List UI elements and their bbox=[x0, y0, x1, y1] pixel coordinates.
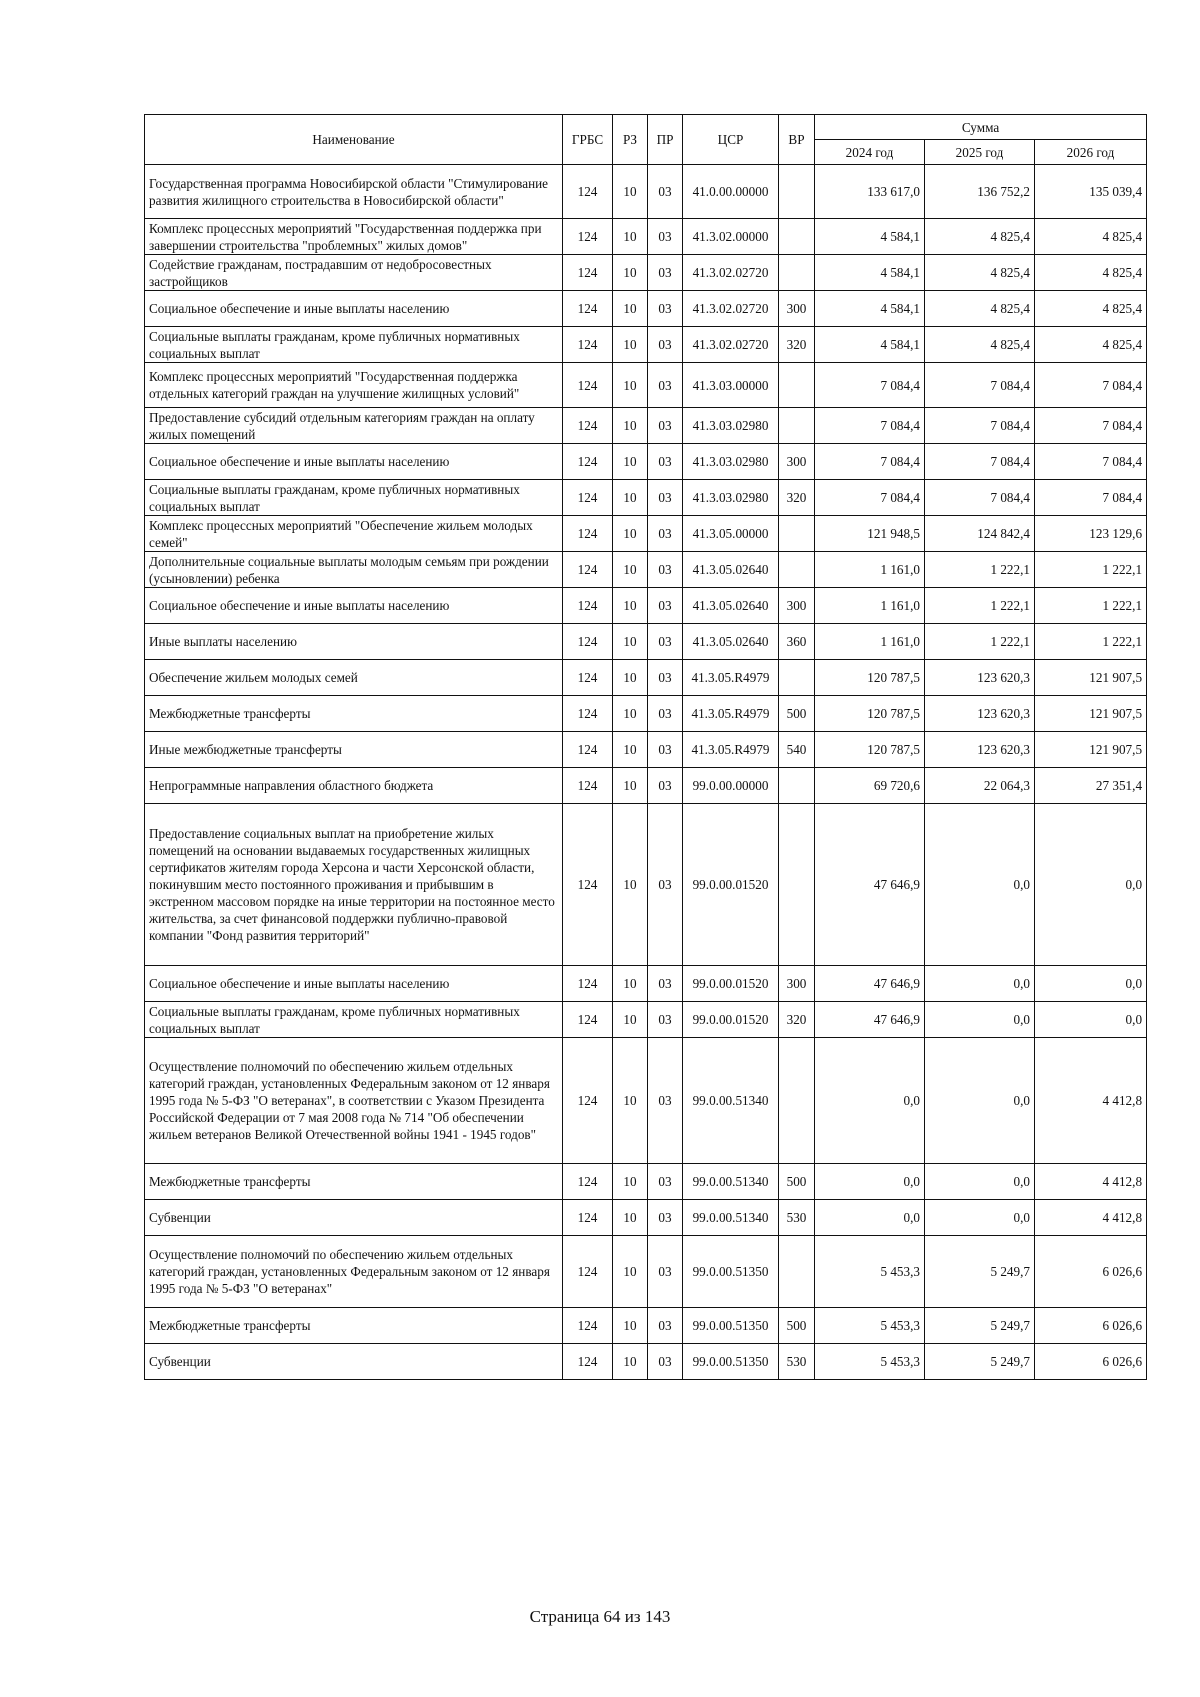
row-name: Осуществление полномочий по обеспечению жильем отдельных категорий граждан, установленных Федеральным законом от 12 января 1995 года № 5-ФЗ "О ветеранах" bbox=[145, 1236, 563, 1308]
row-sum-2024: 4 584,1 bbox=[815, 219, 925, 255]
row-pr: 03 bbox=[648, 552, 683, 588]
row-sum-2026: 121 907,5 bbox=[1035, 660, 1147, 696]
row-vr bbox=[779, 1038, 815, 1164]
row-grbs: 124 bbox=[563, 165, 613, 219]
row-rz: 10 bbox=[613, 408, 648, 444]
row-sum-2024: 47 646,9 bbox=[815, 1002, 925, 1038]
row-csr: 41.3.05.R4979 bbox=[683, 660, 779, 696]
row-csr: 41.3.05.00000 bbox=[683, 516, 779, 552]
row-name: Иные межбюджетные трансферты bbox=[145, 732, 563, 768]
table-row bbox=[145, 660, 1147, 696]
header-name: Наименование bbox=[145, 115, 563, 165]
header-year-2025: 2025 год bbox=[925, 140, 1035, 165]
row-pr: 03 bbox=[648, 255, 683, 291]
row-name: Дополнительные социальные выплаты молодым семьям при рождении (усыновлении) ребенка bbox=[145, 552, 563, 588]
row-csr: 41.3.05.R4979 bbox=[683, 696, 779, 732]
row-pr: 03 bbox=[648, 327, 683, 363]
row-grbs: 124 bbox=[563, 516, 613, 552]
row-sum-2025: 7 084,4 bbox=[925, 480, 1035, 516]
row-rz: 10 bbox=[613, 1002, 648, 1038]
row-rz: 10 bbox=[613, 588, 648, 624]
row-csr: 41.3.05.02640 bbox=[683, 552, 779, 588]
row-grbs: 124 bbox=[563, 624, 613, 660]
row-sum-2024: 120 787,5 bbox=[815, 696, 925, 732]
row-sum-2026: 0,0 bbox=[1035, 804, 1147, 966]
row-vr: 500 bbox=[779, 1308, 815, 1344]
row-name: Социальные выплаты гражданам, кроме публичных нормативных социальных выплат bbox=[145, 1002, 563, 1038]
row-csr: 41.3.05.R4979 bbox=[683, 732, 779, 768]
header-vr: ВР bbox=[779, 115, 815, 165]
row-rz: 10 bbox=[613, 660, 648, 696]
row-vr: 360 bbox=[779, 624, 815, 660]
row-vr: 530 bbox=[779, 1200, 815, 1236]
row-sum-2025: 136 752,2 bbox=[925, 165, 1035, 219]
row-name: Комплекс процессных мероприятий "Государственная поддержка отдельных категорий граждан на улучшение жилищных условий" bbox=[145, 363, 563, 408]
row-sum-2024: 0,0 bbox=[815, 1200, 925, 1236]
row-sum-2026: 4 825,4 bbox=[1035, 327, 1147, 363]
row-sum-2026: 1 222,1 bbox=[1035, 588, 1147, 624]
row-pr: 03 bbox=[648, 444, 683, 480]
row-pr: 03 bbox=[648, 1200, 683, 1236]
row-name: Комплекс процессных мероприятий "Государственная поддержка при завершении строительства "проблемных" жилых домов" bbox=[145, 219, 563, 255]
row-sum-2025: 123 620,3 bbox=[925, 696, 1035, 732]
header-year-2024: 2024 год bbox=[815, 140, 925, 165]
table-row bbox=[145, 588, 1147, 624]
row-rz: 10 bbox=[613, 732, 648, 768]
row-sum-2025: 0,0 bbox=[925, 804, 1035, 966]
row-name: Осуществление полномочий по обеспечению жильем отдельных категорий граждан, установленных Федеральным законом от 12 января 1995 года № 5-ФЗ "О ветеранах", в соответствии с Указом Президента Российской Федерации от 7 мая 2008 года № 714 "Об обеспечении жильем ветеранов Великой Отечественной войны 1941 - 1945 годов" bbox=[145, 1038, 563, 1164]
row-rz: 10 bbox=[613, 1038, 648, 1164]
row-sum-2026: 123 129,6 bbox=[1035, 516, 1147, 552]
row-sum-2025: 5 249,7 bbox=[925, 1236, 1035, 1308]
row-pr: 03 bbox=[648, 732, 683, 768]
row-pr: 03 bbox=[648, 1038, 683, 1164]
table-row bbox=[145, 732, 1147, 768]
table-row bbox=[145, 1038, 1147, 1164]
row-csr: 41.3.03.02980 bbox=[683, 480, 779, 516]
row-sum-2026: 7 084,4 bbox=[1035, 480, 1147, 516]
row-pr: 03 bbox=[648, 516, 683, 552]
row-grbs: 124 bbox=[563, 363, 613, 408]
table-row bbox=[145, 696, 1147, 732]
row-sum-2026: 4 825,4 bbox=[1035, 291, 1147, 327]
budget-table bbox=[144, 114, 1147, 1380]
row-csr: 99.0.00.51340 bbox=[683, 1200, 779, 1236]
row-vr: 540 bbox=[779, 732, 815, 768]
row-csr: 41.3.03.00000 bbox=[683, 363, 779, 408]
table-row bbox=[145, 966, 1147, 1002]
row-rz: 10 bbox=[613, 165, 648, 219]
row-pr: 03 bbox=[648, 291, 683, 327]
row-vr: 300 bbox=[779, 588, 815, 624]
row-sum-2024: 0,0 bbox=[815, 1038, 925, 1164]
row-vr: 300 bbox=[779, 966, 815, 1002]
header-sum: Сумма bbox=[815, 115, 1147, 140]
row-sum-2024: 121 948,5 bbox=[815, 516, 925, 552]
row-sum-2024: 4 584,1 bbox=[815, 291, 925, 327]
row-csr: 41.3.03.02980 bbox=[683, 408, 779, 444]
row-vr bbox=[779, 768, 815, 804]
row-vr bbox=[779, 516, 815, 552]
row-grbs: 124 bbox=[563, 219, 613, 255]
row-grbs: 124 bbox=[563, 327, 613, 363]
row-grbs: 124 bbox=[563, 1002, 613, 1038]
row-csr: 41.3.02.02720 bbox=[683, 291, 779, 327]
row-rz: 10 bbox=[613, 1344, 648, 1380]
row-pr: 03 bbox=[648, 804, 683, 966]
row-grbs: 124 bbox=[563, 1038, 613, 1164]
row-rz: 10 bbox=[613, 327, 648, 363]
table-row bbox=[145, 255, 1147, 291]
row-rz: 10 bbox=[613, 480, 648, 516]
row-pr: 03 bbox=[648, 624, 683, 660]
row-name: Межбюджетные трансферты bbox=[145, 696, 563, 732]
row-rz: 10 bbox=[613, 291, 648, 327]
row-vr: 300 bbox=[779, 291, 815, 327]
table-row bbox=[145, 327, 1147, 363]
row-csr: 99.0.00.51340 bbox=[683, 1038, 779, 1164]
row-sum-2025: 0,0 bbox=[925, 1038, 1035, 1164]
row-vr bbox=[779, 804, 815, 966]
row-sum-2025: 4 825,4 bbox=[925, 255, 1035, 291]
row-name: Предоставление социальных выплат на приобретение жилых помещений на основании выдаваемых государственных жилищных сертификатов жителям города Херсона и части Херсонской области, покинувшим место постоянного проживания и прибывшим в экстренном массовом порядке на иные территории на постоянное место жительства, за счет финансовой поддержки публично-правовой компании "Фонд развития территорий" bbox=[145, 804, 563, 966]
row-csr: 99.0.00.01520 bbox=[683, 966, 779, 1002]
row-sum-2025: 7 084,4 bbox=[925, 444, 1035, 480]
row-rz: 10 bbox=[613, 516, 648, 552]
row-name: Социальное обеспечение и иные выплаты населению bbox=[145, 291, 563, 327]
row-sum-2025: 4 825,4 bbox=[925, 219, 1035, 255]
row-sum-2025: 4 825,4 bbox=[925, 291, 1035, 327]
row-grbs: 124 bbox=[563, 1308, 613, 1344]
row-name: Содействие гражданам, пострадавшим от недобросовестных застройщиков bbox=[145, 255, 563, 291]
row-sum-2026: 121 907,5 bbox=[1035, 732, 1147, 768]
row-sum-2024: 4 584,1 bbox=[815, 327, 925, 363]
row-pr: 03 bbox=[648, 480, 683, 516]
row-csr: 99.0.00.51350 bbox=[683, 1344, 779, 1380]
row-sum-2026: 135 039,4 bbox=[1035, 165, 1147, 219]
row-rz: 10 bbox=[613, 768, 648, 804]
row-vr: 320 bbox=[779, 1002, 815, 1038]
row-csr: 99.0.00.00000 bbox=[683, 768, 779, 804]
row-sum-2025: 0,0 bbox=[925, 1200, 1035, 1236]
row-csr: 41.0.00.00000 bbox=[683, 165, 779, 219]
table-row bbox=[145, 1236, 1147, 1308]
row-sum-2024: 1 161,0 bbox=[815, 588, 925, 624]
row-sum-2026: 6 026,6 bbox=[1035, 1344, 1147, 1380]
row-grbs: 124 bbox=[563, 696, 613, 732]
row-sum-2026: 7 084,4 bbox=[1035, 444, 1147, 480]
row-name: Предоставление субсидий отдельным категориям граждан на оплату жилых помещений bbox=[145, 408, 563, 444]
row-sum-2026: 6 026,6 bbox=[1035, 1236, 1147, 1308]
row-sum-2026: 0,0 bbox=[1035, 966, 1147, 1002]
table-row bbox=[145, 552, 1147, 588]
row-sum-2024: 5 453,3 bbox=[815, 1344, 925, 1380]
row-sum-2026: 1 222,1 bbox=[1035, 624, 1147, 660]
row-sum-2025: 123 620,3 bbox=[925, 660, 1035, 696]
row-name: Межбюджетные трансферты bbox=[145, 1308, 563, 1344]
table-row bbox=[145, 1164, 1147, 1200]
row-rz: 10 bbox=[613, 255, 648, 291]
row-sum-2026: 121 907,5 bbox=[1035, 696, 1147, 732]
row-csr: 99.0.00.51350 bbox=[683, 1308, 779, 1344]
row-name: Субвенции bbox=[145, 1344, 563, 1380]
header-pr: ПР bbox=[648, 115, 683, 165]
row-rz: 10 bbox=[613, 696, 648, 732]
table-row bbox=[145, 1308, 1147, 1344]
table-row bbox=[145, 516, 1147, 552]
row-rz: 10 bbox=[613, 1308, 648, 1344]
row-pr: 03 bbox=[648, 1164, 683, 1200]
table-body bbox=[145, 165, 1147, 1380]
row-rz: 10 bbox=[613, 219, 648, 255]
table-row bbox=[145, 219, 1147, 255]
row-csr: 99.0.00.01520 bbox=[683, 804, 779, 966]
row-pr: 03 bbox=[648, 1344, 683, 1380]
row-pr: 03 bbox=[648, 768, 683, 804]
row-sum-2024: 7 084,4 bbox=[815, 408, 925, 444]
row-sum-2025: 124 842,4 bbox=[925, 516, 1035, 552]
row-sum-2026: 1 222,1 bbox=[1035, 552, 1147, 588]
row-sum-2024: 7 084,4 bbox=[815, 363, 925, 408]
table-row bbox=[145, 480, 1147, 516]
row-csr: 41.3.05.02640 bbox=[683, 624, 779, 660]
row-pr: 03 bbox=[648, 696, 683, 732]
row-name: Субвенции bbox=[145, 1200, 563, 1236]
header-grbs: ГРБС bbox=[563, 115, 613, 165]
table-row bbox=[145, 624, 1147, 660]
row-sum-2025: 22 064,3 bbox=[925, 768, 1035, 804]
row-sum-2025: 5 249,7 bbox=[925, 1308, 1035, 1344]
row-rz: 10 bbox=[613, 1200, 648, 1236]
row-grbs: 124 bbox=[563, 291, 613, 327]
row-vr: 500 bbox=[779, 696, 815, 732]
row-rz: 10 bbox=[613, 363, 648, 408]
row-vr bbox=[779, 363, 815, 408]
row-sum-2024: 47 646,9 bbox=[815, 804, 925, 966]
row-rz: 10 bbox=[613, 1236, 648, 1308]
row-sum-2024: 47 646,9 bbox=[815, 966, 925, 1002]
row-grbs: 124 bbox=[563, 966, 613, 1002]
row-sum-2025: 1 222,1 bbox=[925, 552, 1035, 588]
row-grbs: 124 bbox=[563, 588, 613, 624]
row-csr: 99.0.00.51350 bbox=[683, 1236, 779, 1308]
row-sum-2024: 1 161,0 bbox=[815, 552, 925, 588]
table-row bbox=[145, 408, 1147, 444]
row-vr bbox=[779, 219, 815, 255]
row-name: Непрограммные направления областного бюджета bbox=[145, 768, 563, 804]
row-csr: 41.3.02.02720 bbox=[683, 255, 779, 291]
row-csr: 41.3.03.02980 bbox=[683, 444, 779, 480]
row-vr: 300 bbox=[779, 444, 815, 480]
row-vr bbox=[779, 408, 815, 444]
row-sum-2024: 120 787,5 bbox=[815, 660, 925, 696]
row-vr bbox=[779, 255, 815, 291]
row-csr: 99.0.00.01520 bbox=[683, 1002, 779, 1038]
header-rz: РЗ bbox=[613, 115, 648, 165]
table-row bbox=[145, 804, 1147, 966]
row-pr: 03 bbox=[648, 660, 683, 696]
row-grbs: 124 bbox=[563, 444, 613, 480]
row-grbs: 124 bbox=[563, 255, 613, 291]
row-pr: 03 bbox=[648, 363, 683, 408]
row-csr: 99.0.00.51340 bbox=[683, 1164, 779, 1200]
row-name: Иные выплаты населению bbox=[145, 624, 563, 660]
row-grbs: 124 bbox=[563, 552, 613, 588]
row-grbs: 124 bbox=[563, 768, 613, 804]
row-grbs: 124 bbox=[563, 804, 613, 966]
page-number: Страница 64 из 143 bbox=[529, 1607, 671, 1626]
row-sum-2024: 1 161,0 bbox=[815, 624, 925, 660]
row-pr: 03 bbox=[648, 1308, 683, 1344]
row-pr: 03 bbox=[648, 408, 683, 444]
row-name: Государственная программа Новосибирской области "Стимулирование развития жилищного строительства в Новосибирской области" bbox=[145, 165, 563, 219]
row-sum-2026: 6 026,6 bbox=[1035, 1308, 1147, 1344]
row-sum-2024: 133 617,0 bbox=[815, 165, 925, 219]
table-row bbox=[145, 1200, 1147, 1236]
row-grbs: 124 bbox=[563, 480, 613, 516]
row-sum-2026: 4 412,8 bbox=[1035, 1038, 1147, 1164]
row-grbs: 124 bbox=[563, 732, 613, 768]
row-sum-2024: 7 084,4 bbox=[815, 480, 925, 516]
row-vr bbox=[779, 165, 815, 219]
row-grbs: 124 bbox=[563, 1344, 613, 1380]
table-row bbox=[145, 768, 1147, 804]
row-grbs: 124 bbox=[563, 1200, 613, 1236]
row-sum-2026: 4 825,4 bbox=[1035, 219, 1147, 255]
row-sum-2025: 1 222,1 bbox=[925, 624, 1035, 660]
row-vr bbox=[779, 660, 815, 696]
row-name: Социальное обеспечение и иные выплаты населению bbox=[145, 588, 563, 624]
row-sum-2026: 7 084,4 bbox=[1035, 363, 1147, 408]
row-name: Обеспечение жильем молодых семей bbox=[145, 660, 563, 696]
row-csr: 41.3.02.00000 bbox=[683, 219, 779, 255]
row-csr: 41.3.02.02720 bbox=[683, 327, 779, 363]
row-rz: 10 bbox=[613, 804, 648, 966]
row-vr: 500 bbox=[779, 1164, 815, 1200]
row-csr: 41.3.05.02640 bbox=[683, 588, 779, 624]
row-sum-2025: 0,0 bbox=[925, 1002, 1035, 1038]
row-sum-2026: 0,0 bbox=[1035, 1002, 1147, 1038]
row-rz: 10 bbox=[613, 444, 648, 480]
row-grbs: 124 bbox=[563, 1164, 613, 1200]
row-sum-2025: 5 249,7 bbox=[925, 1344, 1035, 1380]
row-name: Межбюджетные трансферты bbox=[145, 1164, 563, 1200]
row-sum-2025: 7 084,4 bbox=[925, 408, 1035, 444]
row-sum-2024: 7 084,4 bbox=[815, 444, 925, 480]
table-row bbox=[145, 1344, 1147, 1380]
table-header bbox=[145, 115, 1147, 165]
row-sum-2026: 4 412,8 bbox=[1035, 1164, 1147, 1200]
row-pr: 03 bbox=[648, 1002, 683, 1038]
row-name: Социальные выплаты гражданам, кроме публичных нормативных социальных выплат bbox=[145, 327, 563, 363]
row-pr: 03 bbox=[648, 165, 683, 219]
row-sum-2025: 4 825,4 bbox=[925, 327, 1035, 363]
row-grbs: 124 bbox=[563, 660, 613, 696]
row-sum-2026: 4 412,8 bbox=[1035, 1200, 1147, 1236]
row-vr: 320 bbox=[779, 480, 815, 516]
row-name: Социальные выплаты гражданам, кроме публичных нормативных социальных выплат bbox=[145, 480, 563, 516]
row-vr bbox=[779, 552, 815, 588]
table-row bbox=[145, 444, 1147, 480]
row-name: Комплекс процессных мероприятий "Обеспечение жильем молодых семей" bbox=[145, 516, 563, 552]
header-csr: ЦСР bbox=[683, 115, 779, 165]
row-rz: 10 bbox=[613, 966, 648, 1002]
row-vr: 320 bbox=[779, 327, 815, 363]
row-sum-2026: 27 351,4 bbox=[1035, 768, 1147, 804]
row-rz: 10 bbox=[613, 624, 648, 660]
row-sum-2024: 69 720,6 bbox=[815, 768, 925, 804]
row-sum-2025: 123 620,3 bbox=[925, 732, 1035, 768]
row-vr bbox=[779, 1236, 815, 1308]
row-sum-2026: 4 825,4 bbox=[1035, 255, 1147, 291]
row-sum-2025: 0,0 bbox=[925, 966, 1035, 1002]
row-grbs: 124 bbox=[563, 1236, 613, 1308]
row-name: Социальное обеспечение и иные выплаты населению bbox=[145, 966, 563, 1002]
row-sum-2024: 5 453,3 bbox=[815, 1236, 925, 1308]
row-sum-2025: 0,0 bbox=[925, 1164, 1035, 1200]
table-row bbox=[145, 1002, 1147, 1038]
row-grbs: 124 bbox=[563, 408, 613, 444]
header-year-2026: 2026 год bbox=[1035, 140, 1147, 165]
row-pr: 03 bbox=[648, 966, 683, 1002]
table-row bbox=[145, 165, 1147, 219]
row-rz: 10 bbox=[613, 552, 648, 588]
row-sum-2024: 4 584,1 bbox=[815, 255, 925, 291]
row-pr: 03 bbox=[648, 1236, 683, 1308]
row-vr: 530 bbox=[779, 1344, 815, 1380]
row-sum-2024: 120 787,5 bbox=[815, 732, 925, 768]
row-pr: 03 bbox=[648, 219, 683, 255]
row-pr: 03 bbox=[648, 588, 683, 624]
row-sum-2025: 7 084,4 bbox=[925, 363, 1035, 408]
table-row bbox=[145, 363, 1147, 408]
row-rz: 10 bbox=[613, 1164, 648, 1200]
table-row bbox=[145, 291, 1147, 327]
row-sum-2024: 0,0 bbox=[815, 1164, 925, 1200]
row-sum-2026: 7 084,4 bbox=[1035, 408, 1147, 444]
row-sum-2024: 5 453,3 bbox=[815, 1308, 925, 1344]
row-sum-2025: 1 222,1 bbox=[925, 588, 1035, 624]
row-name: Социальное обеспечение и иные выплаты населению bbox=[145, 444, 563, 480]
